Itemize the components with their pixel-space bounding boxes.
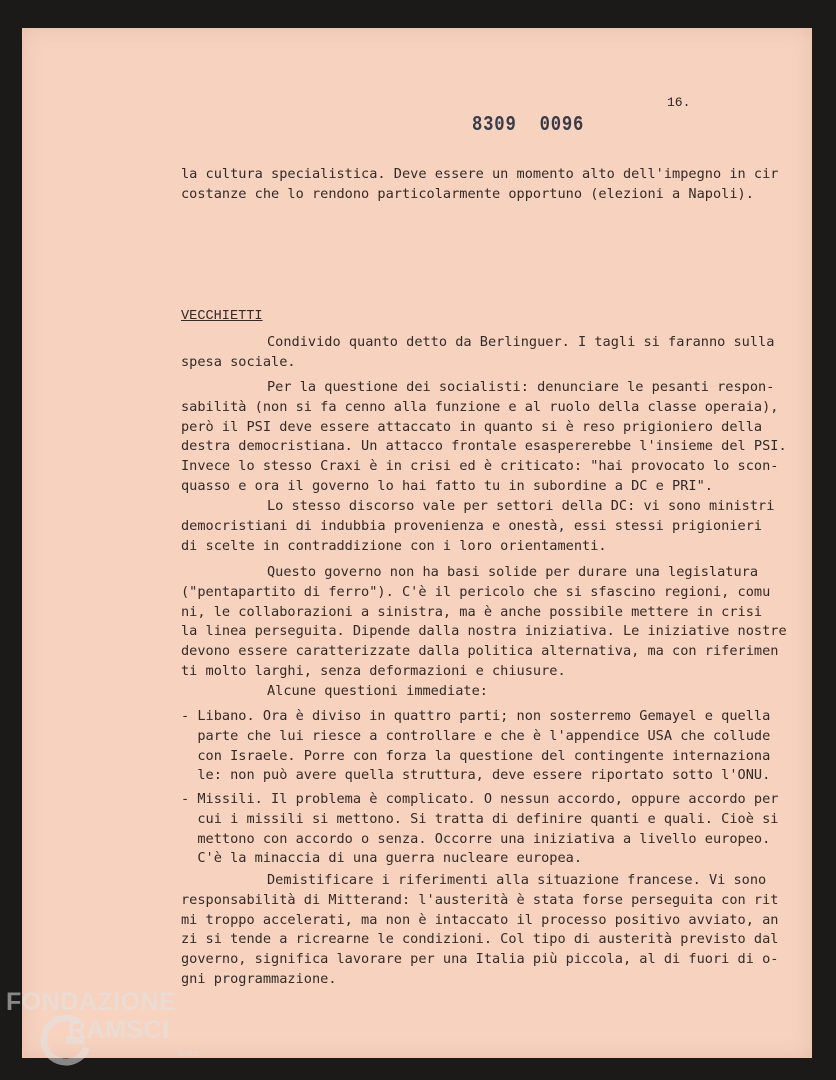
paragraph-3: Lo stesso discorso vale per settori della DC: vi sono ministri democristiani di indubbia provenienza e onestà, essi stessi prigionieri di scelte in contraddizione con i loro orientamenti.	[181, 498, 775, 554]
archive-stamp	[472, 114, 607, 137]
watermark-suffix: onlus	[178, 1048, 200, 1058]
speaker-heading: VECCHIETTI	[181, 309, 263, 324]
paragraph-2: Per la questione dei socialisti: denunciare le pesanti respon- sabilità (non si fa cenno alla funzione e al ruolo della classe operaia), però il PSI deve essere attaccato in quanto si è reso prigioniero della destra democristiana. Un attacco frontale esaspererebbe l'insieme del PSI. Invece lo stesso Craxi è in crisi ed è criticato: "hai provocato lo scon- quasso e ora il governo lo hai fatto tu in subordine a DC e PRI".	[181, 379, 787, 494]
paragraph-8: Demistificare i riferimenti alla situazione francese. Vi sono responsabilità di Mitterand: l'austerità è stata forse perseguita con rit mi troppo accelerati, ma non è intaccato il processo positivo avviato, an zi si tende a ricrearne le condizioni. Col tipo di austerità previsto dal governo, significa lavorare per una Italia più piccola, al di fuori di o- gni programmazione.	[181, 872, 779, 987]
paragraph-1: Condivido quanto detto da Berlinguer. I tagli si faranno sulla spesa sociale.	[181, 334, 775, 370]
watermark-line-2: RAMSCI	[68, 1016, 170, 1044]
stamp-number-1: 8309	[472, 114, 517, 137]
bullet-libano: - Libano. Ora è diviso in quattro parti; non sosterremo Gemayel e quella parte che lui riesce a controllare e che è l'appendice USA che collude con Israele. Porre con forza la questione del contingente internaziona le: non può avere quella struttura, deve essere riportato sotto l'ONU.	[181, 708, 771, 784]
bullet-missili: - Missili. Il problema è complicato. O nessun accordo, oppure accordo per cui i missili si mettono. Si tratta di definire quanti e quali. Cioè si mettono con accordo o senza. Occorre una iniziativa a livello europeo. C'è la minaccia di una guerra nucleare europea.	[181, 791, 779, 867]
page-number: 16.	[667, 95, 691, 110]
watermark-line-1: FONDAZIONE	[6, 988, 177, 1016]
paragraph-5: Alcune questioni immediate:	[267, 683, 488, 699]
paragraph-4: Questo governo non ha basi solide per durare una legislatura ("pentapartito di ferro"). C'è il pericolo che si sfascino regioni, comu ni, le collaborazioni a sinistra, ma è anche possibile mettere in crisi la linea perseguita. Dipende dalla nostra iniziativa. Le iniziative nostre devono essere caratterizzate dalla politica alternativa, ma con riferimen ti molto larghi, senza deformazioni e chiusure.	[181, 564, 787, 679]
fondazione-gramsci-watermark	[6, 988, 226, 1076]
intro-text: la cultura specialistica. Deve essere un momento alto dell'impegno in cir costanze che lo rendono particolarmente opportuno (elezioni a Napoli).	[181, 166, 779, 202]
stamp-number-2: 0096	[539, 114, 585, 137]
